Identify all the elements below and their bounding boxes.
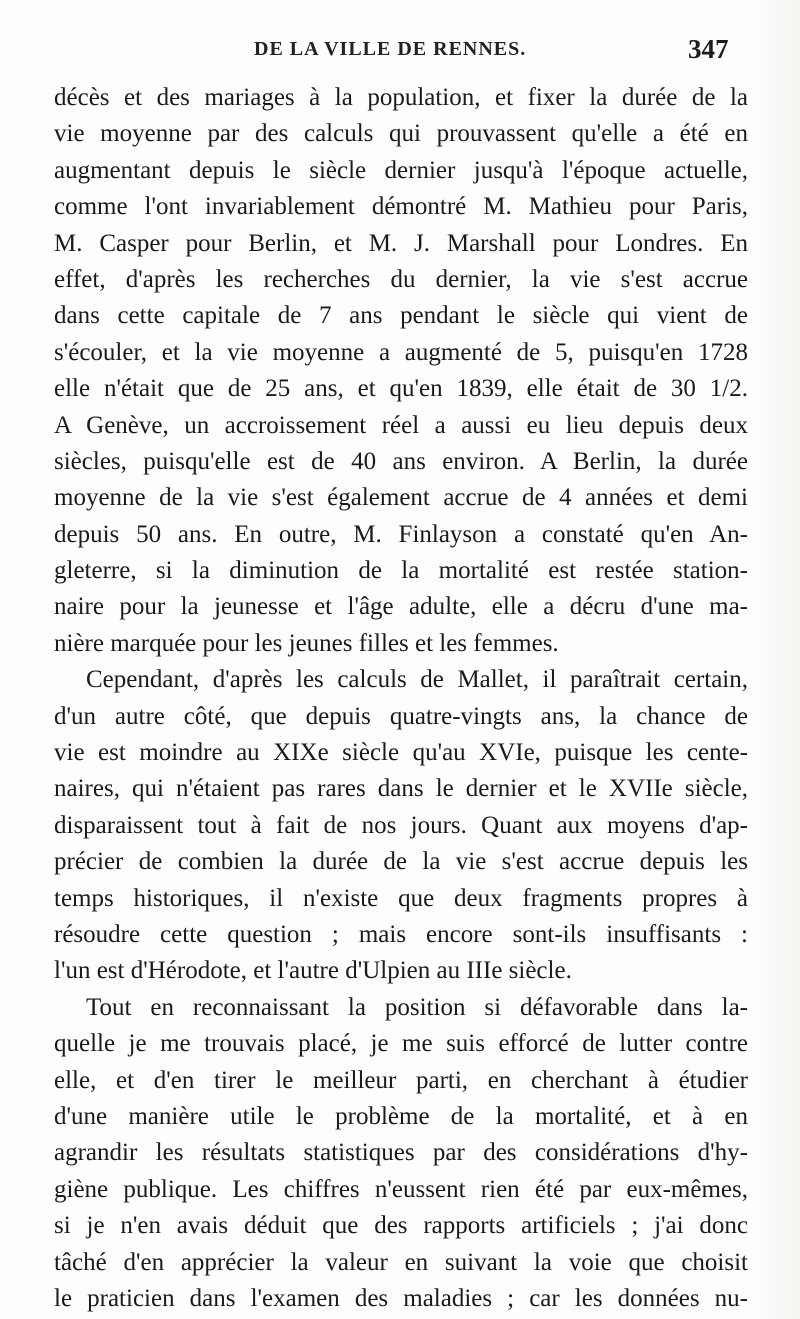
text-line: quelle je me trouvais placé, je me suis efforcé de lutter contre — [54, 1030, 748, 1058]
text-line: naires, qui n'étaient pas rares dans le dernier et le XVIIe siècle, — [54, 775, 748, 803]
text-line: comme l'ont invariablement démontré M. Mathieu pour Paris, — [54, 193, 748, 221]
text-line: Cependant, d'après les calculs de Mallet, il paraîtrait certain, — [86, 666, 748, 694]
text-line: M. Casper pour Berlin, et M. J. Marshall pour Londres. En — [54, 229, 748, 257]
paragraph-2 — [54, 662, 748, 990]
text-line: disparaissent tout à fait de nos jours. Quant aux moyens d'ap- — [54, 811, 748, 839]
text-line: augmentant depuis le siècle dernier jusqu'à l'époque actuelle, — [54, 156, 748, 184]
text-line: si je n'en avais déduit que des rapports artificiels ; j'ai donc — [54, 1212, 748, 1240]
text-line: elle, et d'en tirer le meilleur parti, en cherchant à étudier — [54, 1066, 748, 1094]
text-line: précier de combien la durée de la vie s'est accrue depuis les — [54, 848, 748, 876]
paragraph-3 — [54, 990, 748, 1318]
text-line: tâché d'en apprécier la valeur en suivant la voie que choisit — [54, 1248, 748, 1276]
text-line: giène publique. Les chiffres n'eussent rien été par eux-mêmes, — [54, 1175, 748, 1203]
text-line: s'écouler, et la vie moyenne a augmenté de 5, puisqu'en 1728 — [54, 338, 748, 366]
text-line: dans cette capitale de 7 ans pendant le siècle qui vient de — [54, 302, 748, 330]
text-line: naire pour la jeunesse et l'âge adulte, elle a décru d'une ma- — [54, 593, 748, 621]
scan-edge-shadow — [760, 0, 800, 1319]
text-line: effet, d'après les recherches du dernier, la vie s'est accrue — [54, 265, 748, 293]
text-line: vie moyenne par des calculs qui prouvassent qu'elle a été en — [54, 120, 748, 148]
text-line: gleterre, si la diminution de la mortalité est restée station- — [54, 557, 748, 585]
text-line: siècles, puisqu'elle est de 40 ans environ. A Berlin, la durée — [54, 447, 748, 475]
text-line: l'un est d'Hérodote, et l'autre d'Ulpien au IIIe siècle. — [54, 957, 572, 985]
text-line: agrandir les résultats statistiques par des considérations d'hy- — [54, 1139, 748, 1167]
text-line: décès et des mariages à la population, et fixer la durée de la — [54, 84, 748, 111]
running-title: DE LA VILLE DE RENNES. — [254, 38, 527, 60]
text-line: temps historiques, il n'existe que deux fragments propres à — [54, 884, 748, 912]
text-line: moyenne de la vie s'est également accrue de 4 années et demi — [54, 484, 748, 512]
text-line: résoudre cette question ; mais encore sont-ils insuffisants : — [54, 920, 748, 948]
text-line: le praticien dans l'examen des maladies ; car les données nu- — [54, 1284, 748, 1312]
page-number: 347 — [688, 34, 729, 64]
text-line: depuis 50 ans. En outre, M. Finlayson a constaté qu'en An- — [54, 520, 748, 548]
text-line: d'une manière utile le problème de la mortalité, et à en — [54, 1102, 748, 1130]
paragraph-1 — [54, 80, 748, 662]
text-line: d'un autre côté, que depuis quatre-vingts ans, la chance de — [54, 702, 748, 730]
text-line: vie est moindre au XIXe siècle qu'au XVIe, puisque les cente- — [54, 739, 748, 767]
text-line: nière marquée pour les jeunes filles et les femmes. — [54, 629, 559, 657]
text-line: A Genève, un accroissement réel a aussi eu lieu depuis deux — [54, 411, 748, 439]
text-line: Tout en reconnaissant la position si défavorable dans la- — [86, 993, 748, 1021]
text-line: elle n'était que de 25 ans, et qu'en 1839, elle était de 30 1/2. — [54, 375, 748, 403]
body-text — [54, 80, 748, 1317]
